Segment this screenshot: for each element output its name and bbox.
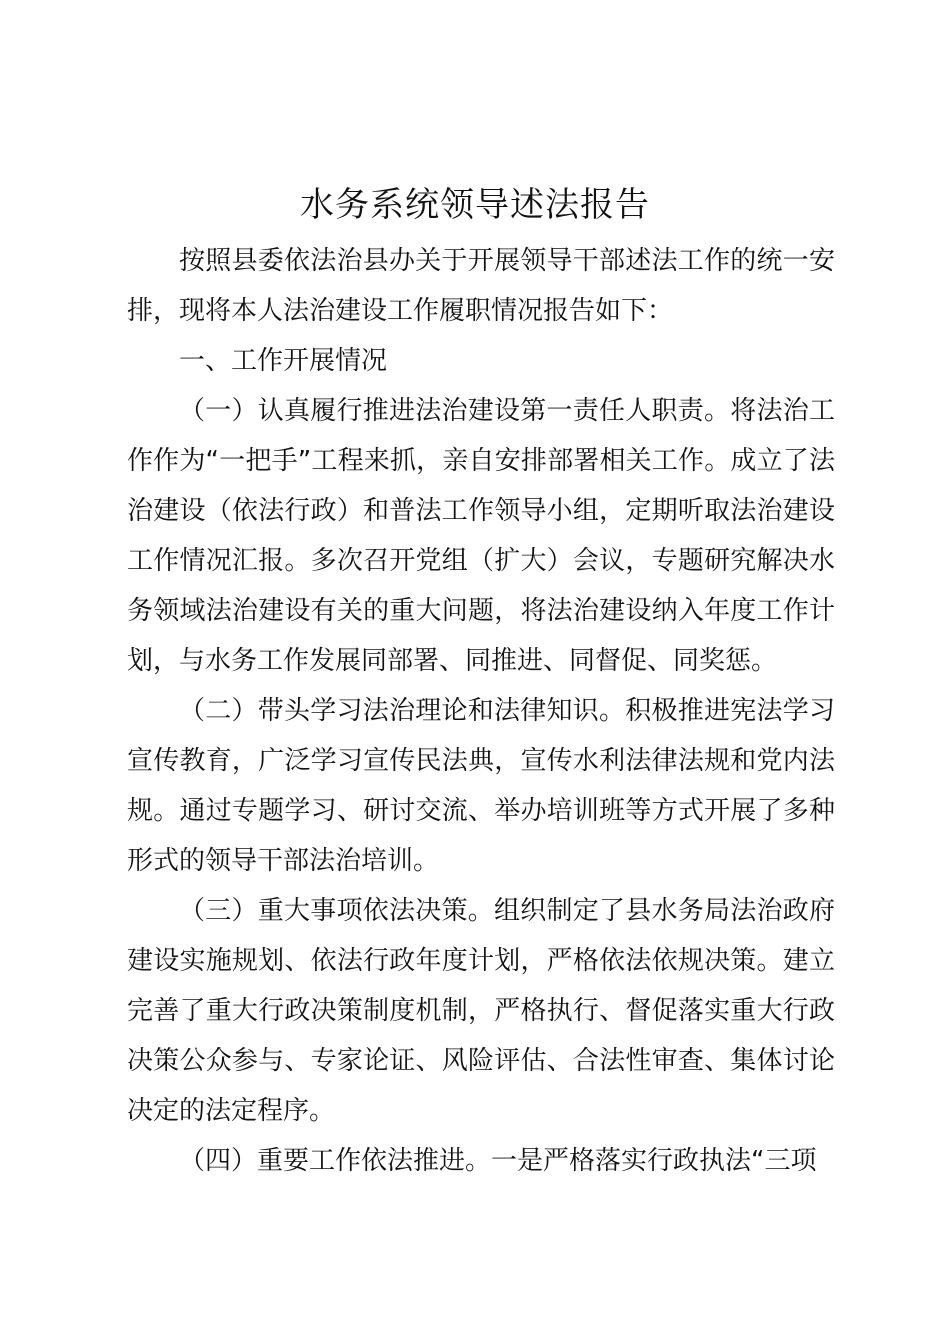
paragraph-intro: 按照县委依法治县办关于开展领导干部述法工作的统一安排，现将本人法治建设工作履职情况报告如下： [127, 246, 835, 326]
paragraph-item-2: （二）带头学习法治理论和法律知识。积极推进宪法学习宣传教育，广泛学习宣传民法典，宣传水利法律法规和党内法规。通过专题学习、研讨交流、举办培训班等方式开展了多种形式的领导干部法治培训。 [127, 696, 835, 876]
document-body [127, 236, 835, 1186]
document-title: 水务系统领导述法报告 [300, 185, 650, 225]
paragraph-item-1: （一）认真履行推进法治建设第一责任人职责。将法治工作作为“一把手”工程来抓，亲自安排部署相关工作。成立了法治建设（依法行政）和普法工作领导小组，定期听取法治建设工作情况汇报。多次召开党组（扩大）会议，专题研究解决水务领域法治建设有关的重大问题，将法治建设纳入年度工作计划，与水务工作发展同部署、同推进、同督促、同奖惩。 [127, 396, 835, 676]
paragraph-item-3: （三）重大事项依法决策。组织制定了县水务局法治政府建设实施规划、依法行政年度计划，严格依法依规决策。建立完善了重大行政决策制度机制，严格执行、督促落实重大行政决策公众参与、专家论证、风险评估、合法性审查、集体讨论决定的法定程序。 [127, 896, 835, 1126]
paragraph-item-4: （四）重要工作依法推进。一是严格落实行政执法“三项 [179, 1146, 817, 1176]
section-heading-1: 一、工作开展情况 [179, 346, 388, 376]
